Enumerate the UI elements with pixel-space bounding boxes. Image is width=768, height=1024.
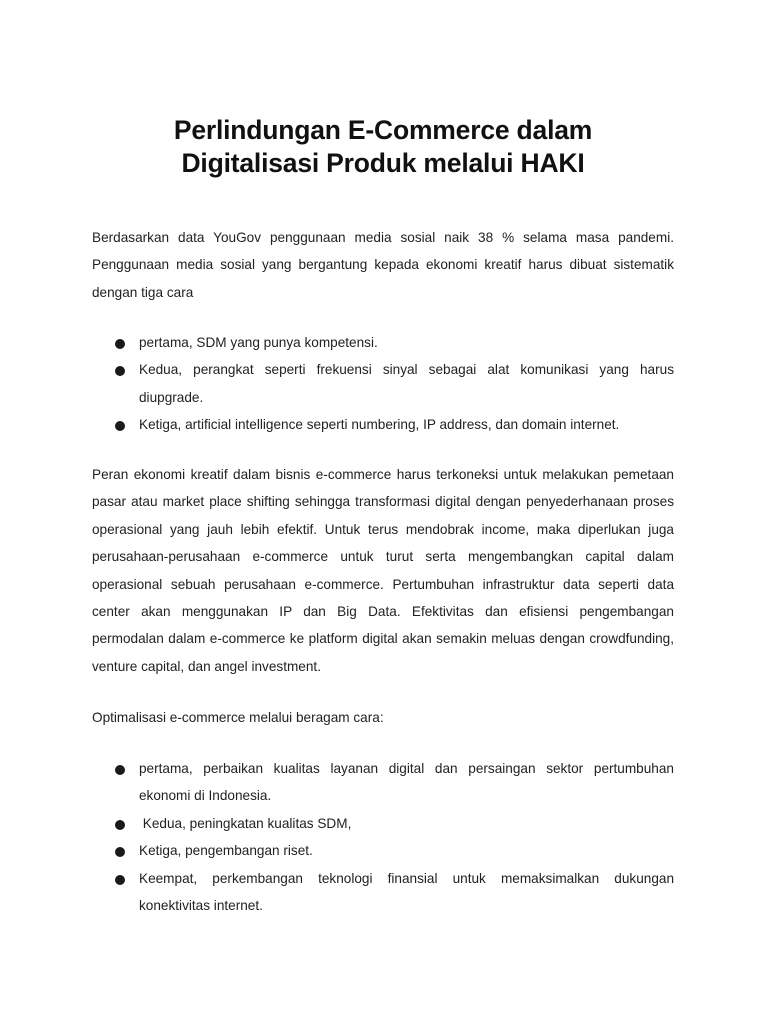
- cara-list: [92, 329, 674, 439]
- list-item: [92, 411, 674, 438]
- list-item-text: pertama, perbaikan kualitas layanan digital dan persaingan sektor pertumbuhan ekonomi di Indonesia.: [139, 761, 674, 804]
- list-item: [92, 329, 674, 356]
- list2-intro: Optimalisasi e-commerce melalui beragam cara:: [92, 710, 384, 725]
- list-item-text: Kedua, peningkatan kualitas SDM,: [139, 815, 352, 831]
- list-item: [92, 865, 674, 920]
- bullet-icon: [115, 421, 125, 431]
- document-title: [92, 114, 674, 180]
- bullet-icon: [115, 820, 125, 830]
- bullet-icon: [115, 847, 125, 857]
- body-paragraph: Peran ekonomi kreatif dalam bisnis e-commerce harus terkoneksi untuk melakukan pemetaan pasar atau market place shifting sehingga transformasi digital dengan penyederhanaan proses operasional yang jauh lebih efektif. Untuk terus mendobrak income, maka diperlukan juga perusahaan-perusahaan e-commerce untuk turut serta mengembangkan capital dalam operasional sebuah perusahaan e-commerce. Pertumbuhan infrastruktur data seperti data center akan menggunakan IP dan Big Data. Efektivitas dan efisiensi pengembangan permodalan dalam e-commerce ke platform digital akan semakin meluas dengan crowdfunding, venture capital, dan angel investment.: [92, 467, 674, 674]
- optimalisasi-list: [92, 755, 674, 919]
- title-line-1: Perlindungan E-Commerce dalam: [173, 115, 593, 145]
- list-item: [92, 810, 674, 837]
- list-item-text: Ketiga, artificial intelligence seperti numbering, IP address, dan domain internet.: [139, 417, 620, 433]
- list-item-text: Keempat, perkembangan teknologi finansial untuk memaksimalkan dukungan konektivitas internet.: [139, 870, 674, 914]
- list-item-text: Ketiga, pengembangan riset.: [139, 843, 313, 859]
- bullet-icon: [115, 339, 125, 349]
- list-item-text: Kedua, perangkat seperti frekuensi sinyal sebagai alat komunikasi yang harus diupgrade.: [139, 362, 674, 405]
- title-line-2: Digitalisasi Produk melalui HAKI: [181, 148, 585, 178]
- bullet-icon: [115, 366, 125, 376]
- bullet-icon: [115, 875, 125, 885]
- list-item: [92, 837, 674, 864]
- list-item-text: pertama, SDM yang punya kompetensi.: [139, 335, 378, 350]
- intro-paragraph: Berdasarkan data YouGov penggunaan media sosial naik 38 % selama masa pandemi. Penggunaan media sosial yang bergantung kepada ekonomi kreatif harus dibuat sistematik dengan tiga cara: [92, 230, 674, 300]
- list-item: [92, 356, 674, 411]
- list-item: [92, 755, 674, 810]
- bullet-icon: [115, 765, 125, 775]
